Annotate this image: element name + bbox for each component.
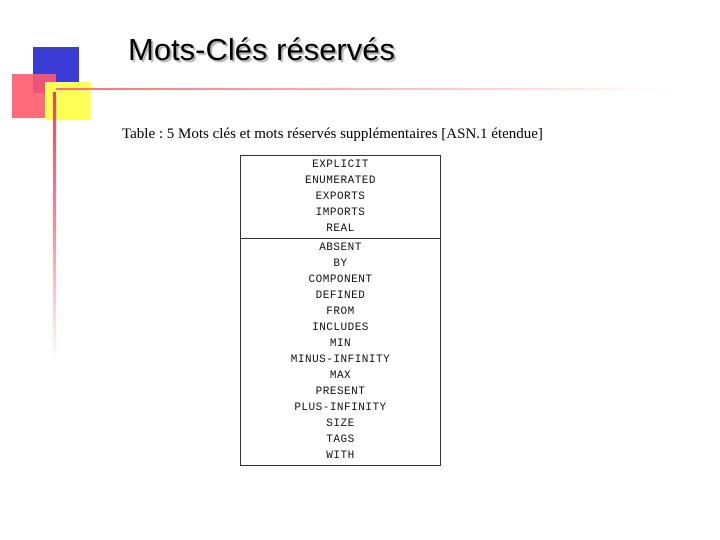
keyword-row: EXPORTS xyxy=(315,191,366,203)
decor-vertical-line xyxy=(53,92,56,362)
keyword-row: MINUS-INFINITY xyxy=(290,354,391,366)
table-caption: Table : 5 Mots clés et mots réservés supplémentaires [ASN.1 étendue] xyxy=(122,126,543,142)
keyword-row: ABSENT xyxy=(319,242,362,254)
keywords-table xyxy=(240,155,441,466)
keyword-row: BY xyxy=(333,258,348,270)
slide-title: Mots-Clés réservés xyxy=(128,32,395,67)
keyword-row: SIZE xyxy=(326,418,355,430)
keyword-row: PLUS-INFINITY xyxy=(294,402,387,414)
keyword-row: IMPORTS xyxy=(315,207,366,219)
decor-horizontal-line xyxy=(56,88,676,90)
keywords-section-reserved xyxy=(241,239,440,465)
keyword-row: DEFINED xyxy=(315,290,366,302)
keywords-section-asn1-extended xyxy=(241,156,440,239)
keyword-row: FROM xyxy=(326,306,355,318)
keyword-row: MIN xyxy=(329,338,352,350)
keyword-row: PRESENT xyxy=(315,386,366,398)
keyword-row: INCLUDES xyxy=(312,322,369,334)
keyword-row: REAL xyxy=(326,223,355,235)
keyword-row: ENUMERATED xyxy=(304,175,376,187)
keyword-row: WITH xyxy=(326,450,355,462)
keyword-row: EXPLICIT xyxy=(312,159,369,171)
keyword-row: MAX xyxy=(329,370,352,382)
keyword-row: TAGS xyxy=(326,434,355,446)
keyword-row: COMPONENT xyxy=(308,274,373,286)
